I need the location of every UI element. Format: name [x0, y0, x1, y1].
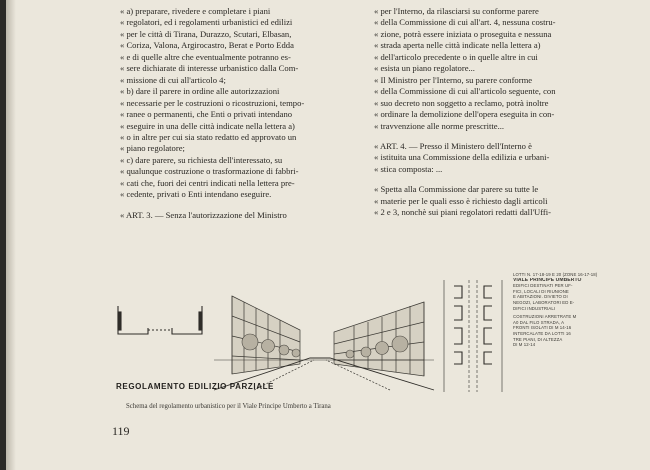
figure-drawing-label: REGOLAMENTO EDILIZIO PARZIALE	[116, 382, 274, 391]
text-line: « istituita una Commissione della edilizia e urbani-	[374, 152, 550, 163]
legend-line: VIALE PRINCIPE UMBERTO	[513, 277, 582, 283]
text-line: « missione di cui all'articolo 4;	[120, 74, 226, 85]
text-line: « 2 e 3, nonchè sui piani regolatori redatti dall'Uffi-	[374, 207, 552, 218]
text-line: « suo decreto non soggetto a reclamo, potrà inoltre	[374, 97, 549, 108]
text-line: « zione, potrà essere iniziata o proseguita e nessuna	[374, 28, 552, 39]
left-text-column	[108, 6, 340, 221]
page-number: 119	[112, 424, 130, 438]
text-line: « sere dichiarate di interesse urbanistico dalla Com-	[120, 63, 299, 74]
text-line: « stica composta: ...	[374, 163, 443, 174]
legend-line: FRONTI ISOLATI DI M 14-16	[513, 325, 572, 331]
text-line: « esista un piano regolatore...	[374, 63, 475, 74]
text-line: « a) preparare, rivedere e completare i piani	[120, 6, 271, 16]
text-line: « qualunque costruzione o trasformazione di fabbri-	[120, 166, 299, 177]
text-line: « c) dare parere, su richiesta dell'interessato, su	[120, 154, 283, 165]
text-line: « della Commissione di cui all'articolo seguente, con	[374, 86, 556, 97]
legend-line: DIFICI INDUSTRIALI	[513, 305, 556, 311]
text-line: « piano regolatore;	[120, 143, 185, 154]
text-line: « strada aperta nelle città indicate nella lettera a)	[374, 40, 541, 51]
text-line: « ordinare la demolizione dell'opera eseguita in con-	[374, 109, 555, 120]
legend-line: INTERCALATE DA LOTTI 16	[513, 330, 571, 336]
text-line: « della Commissione di cui all'art. 4, nessuna costru-	[374, 17, 556, 28]
text-line: « materie per le quali esso è richiesto dagli articoli	[374, 195, 548, 206]
text-line: « cati che, fuori dei centri indicati nella lettera pre-	[120, 177, 295, 188]
text-line: « dell'articolo precedente o in quelle altre in cui	[374, 51, 538, 62]
text-line: « Coriza, Valona, Argirocastro, Berat e Porto Edda	[120, 40, 294, 51]
figure-caption: Schema del regolamento urbanistico per il Viale Principe Umberto a Tirana	[126, 403, 331, 410]
text-line: « o in altre per cui sia stato redatto ed approvato un	[120, 131, 297, 142]
right-text-column	[362, 6, 598, 219]
page-gutter-shadow	[6, 0, 16, 470]
text-line: « necessarie per le costruzioni o ricostruzioni, tempo-	[120, 97, 305, 108]
text-line: « ranee o permanenti, che Enti o privati intendano	[120, 109, 293, 120]
text-line: « regolatori, ed i regolamenti urbanistici ed edilizi	[120, 17, 293, 28]
legend-line: COSTRUZIONI ARRETRATE M	[513, 314, 577, 320]
legend-line: FICI, LOCALI DI RIUNIONE	[513, 288, 569, 294]
plan-legend	[513, 272, 605, 348]
text-line: « travvenzione alle norme prescritte...	[374, 120, 505, 131]
text-line: « eseguire in una delle città indicate nella lettera a)	[120, 120, 295, 131]
text-line: « Spetta alla Commissione dar parere su tutte le	[374, 184, 539, 195]
text-line: « ART. 4. — Presso il Ministero dell'Interno è	[374, 140, 532, 151]
legend-line: NEGOZI, LABORATORI ED E-	[513, 299, 575, 305]
street-section-drawing	[118, 306, 202, 334]
legend-line: TRE PIANI, DI ALTEZZA	[513, 336, 563, 342]
text-line: « b) dare il parere in ordine alle autorizzazioni	[120, 86, 280, 97]
legend-line: DI M 12-14	[513, 342, 536, 348]
legend-line: LOTTI N. 17-18-19 E 20 (ZONE 16-17-18)	[513, 272, 598, 277]
urban-plan-figure	[104, 272, 608, 422]
text-line: « ART. 3. — Senza l'autorizzazione del Ministro	[120, 209, 287, 220]
legend-line: EDIFICI DESTINATI PER UF-	[513, 283, 573, 289]
plot-plan-drawing	[444, 280, 502, 392]
text-line: « per le città di Tirana, Durazzo, Scutari, Elbasan,	[120, 28, 292, 39]
text-line: « Il Ministro per l'Interno, su parere conforme	[374, 74, 533, 85]
text-line: « cedente, privati o Enti intendano eseguire.	[120, 189, 272, 200]
legend-line: E ABITAZIONI. DIVIETO DI	[513, 294, 568, 300]
legend-line: A0 DAL FILO STRADA, A	[513, 319, 565, 325]
text-line: « e di quelle altre che eventualmente potranno es-	[120, 51, 291, 62]
text-line: « per l'Interno, da rilasciarsi su conforme parere	[374, 6, 539, 16]
